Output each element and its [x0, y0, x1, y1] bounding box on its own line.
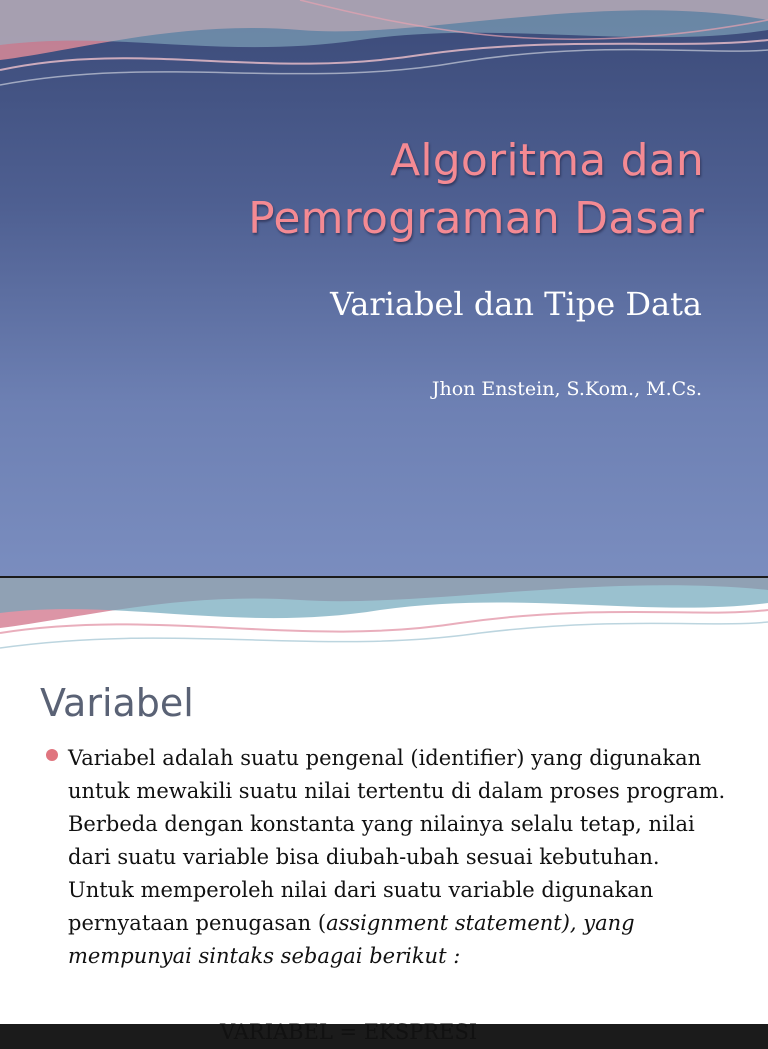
title-line-2: Pemrograman Dasar	[248, 193, 704, 244]
bullet-dot-icon	[46, 749, 58, 761]
author-name: Jhon Enstein, S.Kom., M.Cs.	[431, 378, 702, 400]
presentation-title	[104, 132, 704, 248]
syntax-line-cutoff: VARIABEL = EKSPRESI	[220, 1020, 478, 1044]
wave-decoration-2	[0, 578, 768, 668]
bullet-text	[68, 742, 728, 973]
slide-title: Variabel	[40, 681, 194, 725]
bullet-text-italic: assignment statement), yang mempunyai sintaks sebagai berikut :	[68, 911, 635, 968]
title-line-1: Algoritma dan	[390, 135, 704, 186]
wave-decoration	[0, 0, 768, 110]
presentation-subtitle: Variabel dan Tipe Data	[330, 285, 702, 323]
content-slide	[0, 578, 768, 1044]
bullet-text-plain: Variabel adalah suatu pengenal (identifier) yang digunakan untuk mewakili suatu nilai tertentu di dalam proses program. Berbeda dengan konstanta yang nilainya selalu tetap, nilai dari suatu variable bisa diubah-ubah sesuai kebutuhan. Untuk memperoleh nilai dari suatu variable digunakan pernyataan penugasan (	[68, 746, 726, 935]
